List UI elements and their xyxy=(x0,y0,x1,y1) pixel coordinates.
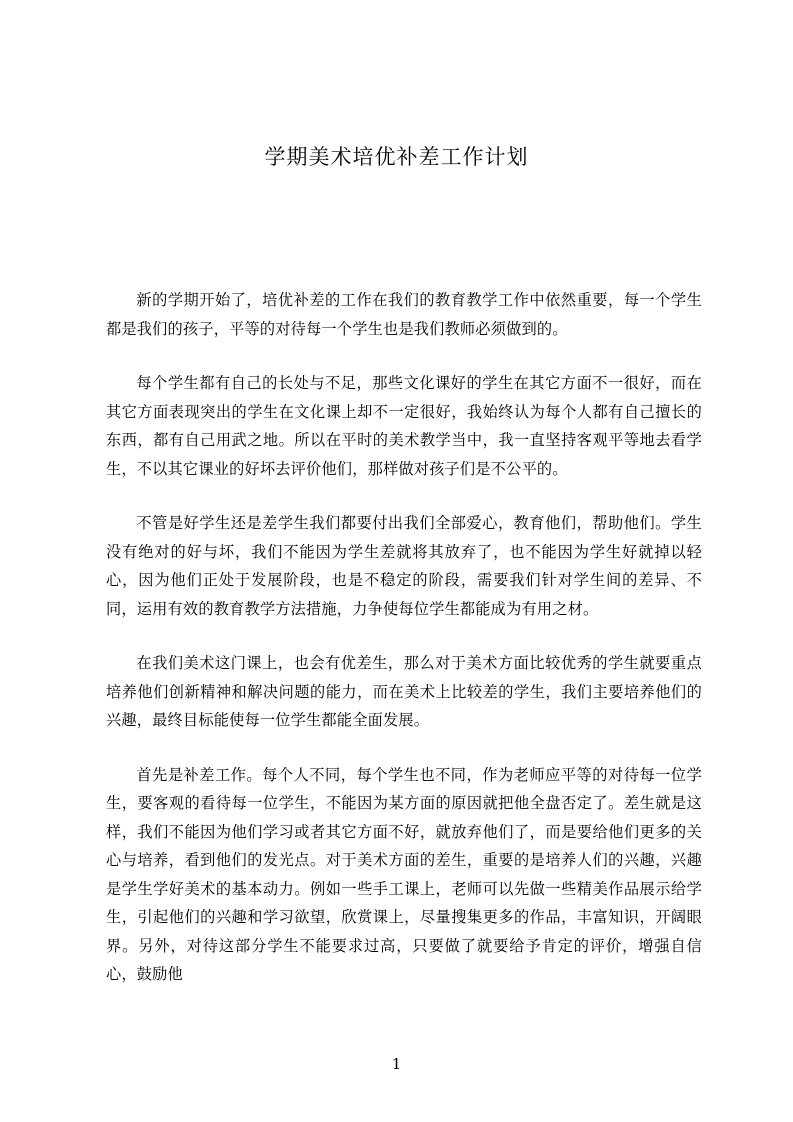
paragraph-1: 新的学期开始了，培优补差的工作在我们的教育教学工作中依然重要，每一个学生都是我们的孩子，平等的对待每一个学生也是我们教师必须做到的。 xyxy=(106,291,702,338)
page-number: 1 xyxy=(391,1055,402,1073)
paragraph-2: 每个学生都有自己的长处与不足，那些文化课好的学生在其它方面不一很好，而在其它方面表现突出的学生在文化课上却不一定很好，我始终认为每个人都有自己擅长的东西，都有自己用武之地。所以在平时的美术教学当中，我一直坚持客观平等地去看学生，不以其它课业的好坏去评价他们，那样做对孩子们是不公平的。 xyxy=(106,374,702,478)
document-title: 学期美术培优补差工作计划 xyxy=(264,145,529,169)
paragraph-3: 不管是好学生还是差学生我们都要付出我们全部爱心，教育他们，帮助他们。学生没有绝对的好与坏，我们不能因为学生差就将其放弃了，也不能因为学生好就掉以轻心，因为他们正处于发展阶段，也是不稳定的阶段，需要我们针对学生间的差异、不同，运用有效的教育教学方法措施，力争使每位学生都能成为有用之材。 xyxy=(106,514,702,618)
paragraph-4: 在我们美术这门课上，也会有优差生，那么对于美术方面比较优秀的学生就要重点培养他们创新精神和解决问题的能力，而在美术上比较差的学生，我们主要培养他们的兴趣，最终目标能使每一位学生都能全面发展。 xyxy=(106,654,702,729)
paragraph-5: 首先是补差工作。每个人不同，每个学生也不同，作为老师应平等的对待每一位学生，要客观的看待每一位学生，不能因为某方面的原因就把他全盘否定了。差生就是这样，我们不能因为他们学习或者其它方面不好，就放弃他们了，而是要给他们更多的关心与培养，看到他们的发光点。对于美术方面的差生，重要的是培养人们的兴趣，兴趣是学生学好美术的基本动力。例如一些手工课上，老师可以先做一些精美作品展示给学生，引起他们的兴趣和学习欲望，欣赏课上，尽量搜集更多的作品，丰富知识，开阔眼界。另外，对待这部分学生不能要求过高，只要做了就要给予肯定的评价，增强自信心，鼓励他 xyxy=(106,765,702,983)
document-body xyxy=(106,286,702,1015)
